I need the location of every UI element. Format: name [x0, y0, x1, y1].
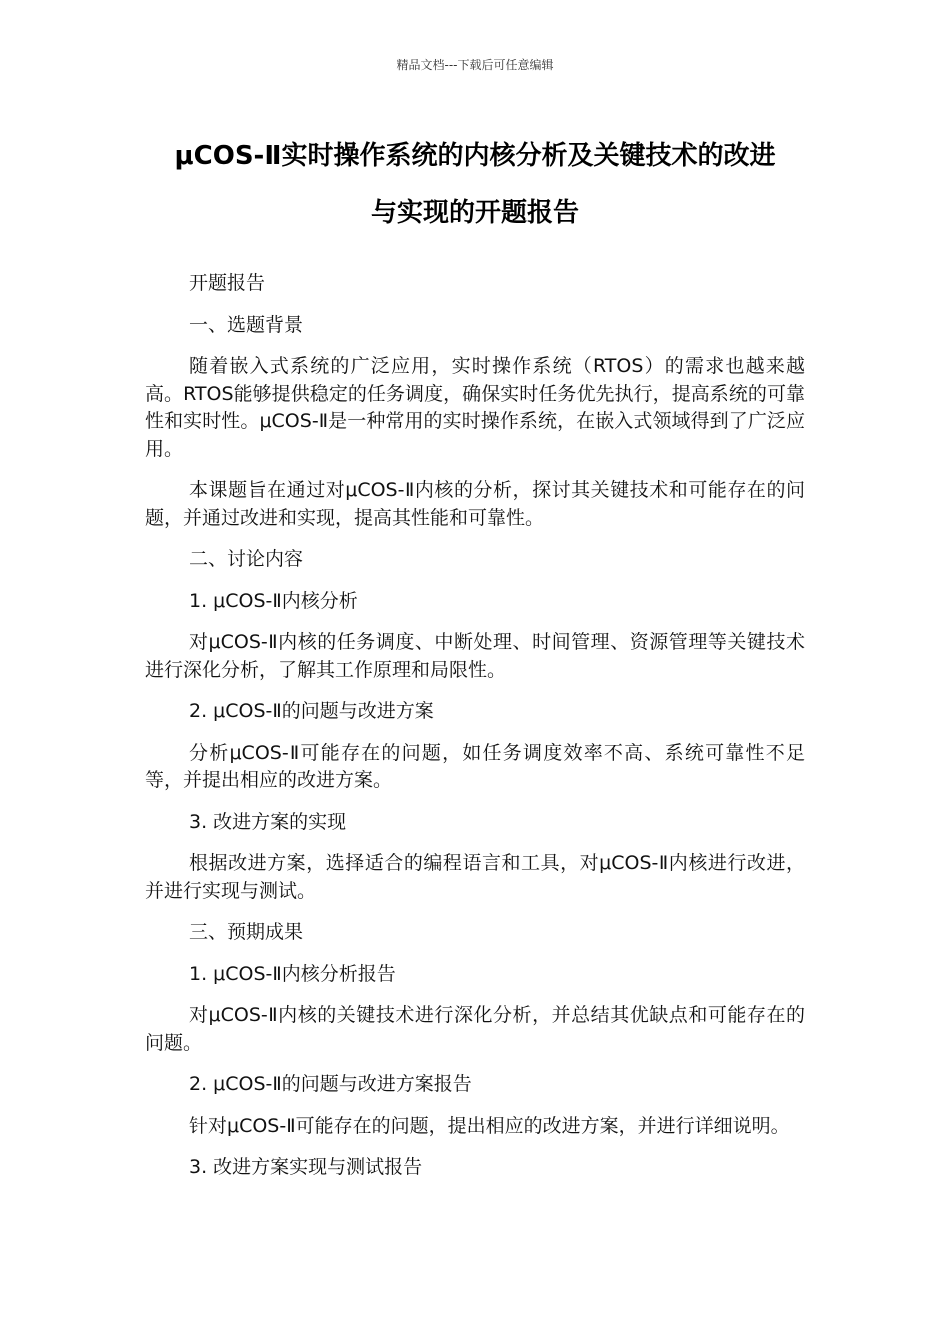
paragraph-improvement-report: 针对μCOS-Ⅱ可能存在的问题，提出相应的改进方案，并进行详细说明。 — [189, 1114, 790, 1137]
paragraph-kernel-analysis: 对μCOS-Ⅱ内核的任务调度、中断处理、时间管理、资源管理等关键技术进行深化分析，了解其工作原理和局限性。 — [145, 631, 805, 681]
paragraph-implementation: 根据改进方案，选择适合的编程语言和工具，对μCOS-Ⅱ内核进行改进，并进行实现与测试。 — [145, 852, 805, 902]
section-heading-discussion: 二、讨论内容 — [189, 548, 304, 570]
paragraph-analysis-report: 对μCOS-Ⅱ内核的关键技术进行深化分析，并总结其优缺点和可能存在的问题。 — [145, 1004, 805, 1054]
section-label-report: 开题报告 — [189, 272, 266, 294]
document-title-line-2: 与实现的开题报告 — [370, 198, 579, 228]
subheading-kernel-analysis: 1. μCOS-Ⅱ内核分析 — [189, 589, 358, 612]
section-heading-background: 一、选题背景 — [189, 313, 304, 336]
subheading-problems-improvements: 2. μCOS-Ⅱ的问题与改进方案 — [189, 700, 434, 722]
subheading-improvement-report: 2. μCOS-Ⅱ的问题与改进方案报告 — [189, 1073, 472, 1095]
paragraph-background-1: 随着嵌入式系统的广泛应用，实时操作系统（RTOS）的需求也越来越高。RTOS能够提供稳定的任务调度，确保实时任务优先执行，提高系统的可靠性和实时性。μCOS-Ⅱ是一种常用的实时操作系统，在嵌入式领域得到了广泛应用。 — [145, 355, 805, 460]
subheading-analysis-report: 1. μCOS-Ⅱ内核分析报告 — [189, 962, 396, 985]
subheading-implementation: 3. 改进方案的实现 — [189, 810, 347, 833]
subheading-test-report: 3. 改进方案实现与测试报告 — [189, 1156, 423, 1178]
document-title-line-1: μCOS-Ⅱ实时操作系统的内核分析及关键技术的改进 — [174, 141, 776, 171]
section-heading-expected-results: 三、预期成果 — [189, 921, 304, 943]
paragraph-problems-improvements: 分析μCOS-Ⅱ可能存在的问题，如任务调度效率不高、系统可靠性不足等，并提出相应的改进方案。 — [145, 741, 805, 791]
document-body — [145, 270, 805, 1196]
page-header-note: 精品文档---下载后可任意编辑 — [396, 58, 554, 72]
paragraph-background-2: 本课题旨在通过对μCOS-Ⅱ内核的分析，探讨其关键技术和可能存在的问题，并通过改进和实现，提高其性能和可靠性。 — [145, 479, 805, 529]
